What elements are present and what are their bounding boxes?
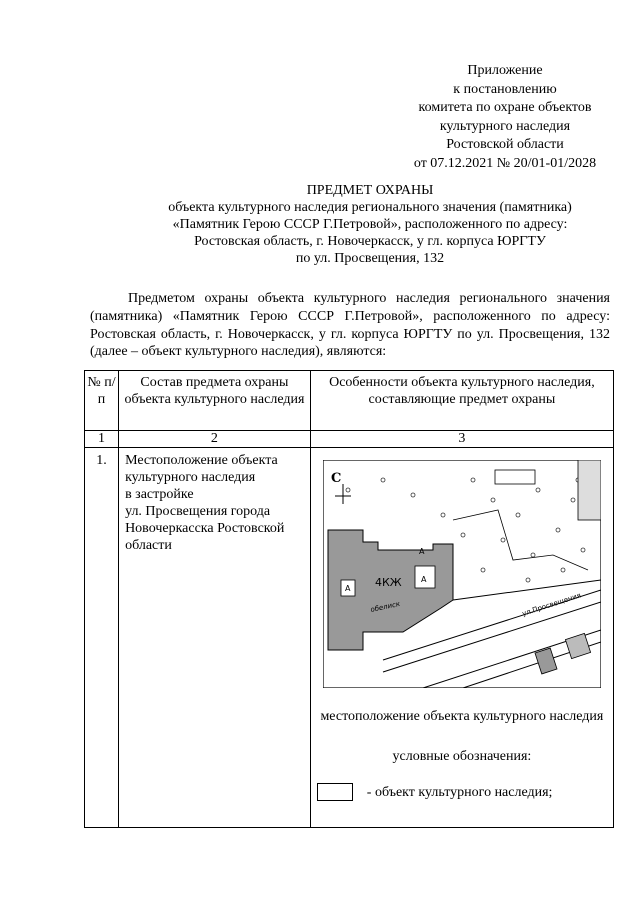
map-mark-a2: А — [420, 575, 427, 584]
subject-line: Местоположение объекта — [125, 453, 278, 468]
row-subject — [119, 448, 311, 828]
legend-label: - объект культурного наследия; — [366, 784, 553, 800]
intro-paragraph — [90, 290, 610, 361]
header-line: Ростовской области — [446, 137, 564, 152]
table-row — [85, 448, 614, 828]
subject-line: области — [125, 538, 172, 553]
row-features — [310, 448, 613, 828]
header-subject: Состав предмета охраны объекта культурного наследия — [119, 371, 311, 431]
map-north-label: С — [330, 471, 342, 486]
legend — [317, 783, 613, 801]
map-plaque-label: обелиск — [369, 599, 401, 614]
table-header-row — [85, 371, 614, 431]
col-number-3: 3 — [310, 431, 613, 448]
intro-text: Предметом охраны объекта культурного наследия регионального значения (памятника) «Памятник Герою СССР Г.Петровой», расположенного по адресу: Ростовская область, г. Новочеркасск, у гл. корпуса ЮРГТУ по ул. Просвещения, 132 (далее – объект культурного наследия), являются: — [90, 291, 610, 360]
title-line: Ростовская область, г. Новочеркасск, у гл. корпуса ЮРГТУ — [194, 234, 546, 249]
legend-title: условные обозначения: — [392, 749, 532, 764]
table-numbering-row — [85, 431, 614, 448]
col-number-1: 1 — [85, 431, 119, 448]
title-line: ПРЕДМЕТ ОХРАНЫ — [306, 183, 434, 198]
document-header — [380, 62, 630, 173]
map-mark-a1: А — [418, 547, 425, 556]
header-line: комитета по охране объектов — [418, 100, 592, 115]
document-title — [60, 182, 640, 267]
col-number-2: 2 — [119, 431, 311, 448]
header-line: к постановлению — [453, 81, 557, 97]
subject-line: культурного наследия — [125, 470, 256, 485]
header-number: № п/п — [85, 371, 119, 431]
map-svg — [323, 460, 601, 688]
title-line: «Памятник Герою СССР Г.Петровой», расположенного по адресу: — [172, 217, 568, 232]
header-line: культурного наследия — [439, 118, 571, 134]
row-number: 1. — [85, 448, 119, 828]
subject-line: в застройке — [125, 487, 194, 502]
header-line: Приложение — [467, 63, 543, 78]
location-map — [323, 460, 601, 688]
title-line: по ул. Просвещения, 132 — [295, 251, 445, 266]
map-mark-a3: А — [344, 584, 351, 593]
protection-table — [84, 370, 614, 828]
subject-line: ул. Просвещения города — [125, 504, 271, 519]
legend-square-icon — [317, 783, 353, 801]
map-caption: местоположение объекта культурного наследия — [320, 709, 604, 724]
map-building-label: 4КЖ — [374, 576, 402, 589]
title-line: объекта культурного наследия регионального значения (памятника) — [168, 200, 572, 215]
header-line: от 07.12.2021 № 20/01-01/2028 — [413, 155, 597, 171]
map-street-label: ул.Просвещения — [520, 591, 582, 618]
subject-line: Новочеркасска Ростовской — [125, 521, 285, 536]
header-features: Особенности объекта культурного наследия, составляющие предмет охраны — [310, 371, 613, 431]
